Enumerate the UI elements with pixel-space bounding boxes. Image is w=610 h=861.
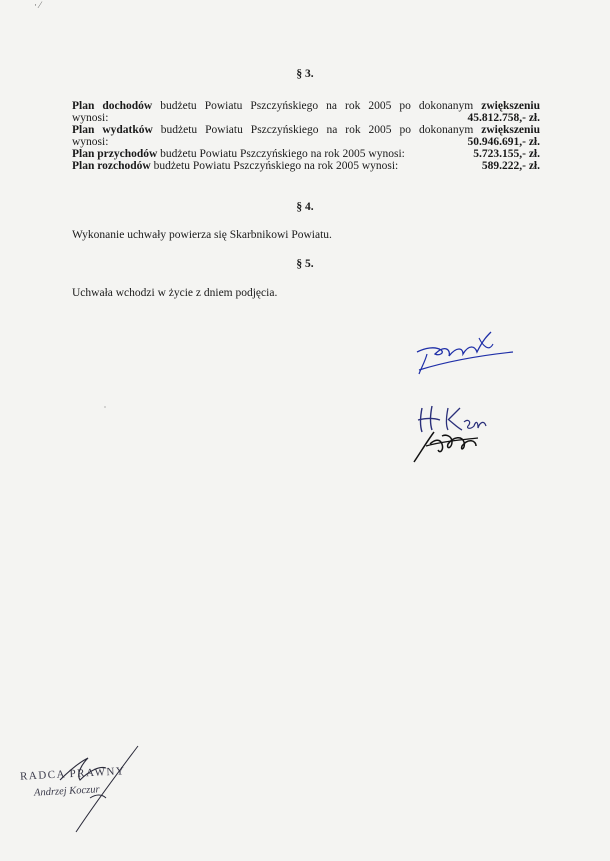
plan-wydatkow-cont: wynosi: [72, 136, 109, 148]
plan-rozchodow-text: budżetu Powiatu Pszczyńskiego na rok 2005 wynosi: [153, 160, 399, 172]
plan-wydatkow-text: budżetu Powiatu Pszczyńskiego na rok 2005 po dokonanym [160, 124, 474, 136]
plan-wydatkow-line [72, 124, 540, 136]
plan-dochodow-term: Plan dochodów [72, 100, 153, 112]
plan-rozchodow-term: Plan rozchodów [72, 160, 151, 172]
paper-speck [104, 406, 106, 408]
plan-rozchodow-amount: 589.222,- zł. [481, 160, 540, 172]
scan-mark: · ⁄ [34, 0, 41, 10]
plan-wydatkow-amount: 50.946.691,- zł. [467, 136, 540, 148]
plan-przychodow-term: Plan przychodów [72, 148, 158, 160]
signature-blue [405, 330, 520, 380]
plan-przychodow-text: budżetu Powiatu Pszczyńskiego na rok 2005 wynosi: [160, 148, 405, 160]
plan-dochodow-emph: zwiększeniu [481, 100, 541, 112]
section-4-heading: § 4. [296, 201, 314, 213]
plan-dochodow-cont: wynosi: [72, 112, 109, 124]
plan-wydatkow-amount-line [72, 136, 540, 148]
section-3-heading: § 3. [296, 68, 314, 80]
plan-dochodow-line [72, 100, 540, 112]
section-5-text: Uchwała wchodzi w życie z dniem podjęcia. [72, 287, 278, 299]
plan-dochodow-amount-line [72, 112, 540, 124]
section-5-heading: § 5. [296, 258, 314, 270]
section-3-body [72, 100, 540, 172]
stamp-signature-stroke [20, 740, 180, 840]
plan-przychodow-amount: 5.723.155,- zł. [473, 148, 540, 160]
plan-wydatkow-emph: zwiększeniu [481, 124, 541, 136]
plan-przychodow-line [72, 148, 540, 160]
plan-rozchodow-line [72, 160, 540, 172]
legal-advisor-stamp [20, 760, 180, 840]
plan-wydatkow-term: Plan wydatków [72, 124, 153, 136]
stamp-title: RADCA PRAWNY [19, 765, 126, 783]
plan-dochodow-amount: 45.812.758,- zł. [467, 112, 540, 124]
stamp-name: Andrzej Koczur [33, 784, 100, 799]
section-4-text: Wykonanie uchwały powierza się Skarbnikowi Powiatu. [72, 229, 332, 241]
signature-initials [412, 400, 492, 466]
plan-dochodow-text: budżetu Powiatu Pszczyńskiego na rok 2005 po dokonanym [160, 100, 474, 112]
